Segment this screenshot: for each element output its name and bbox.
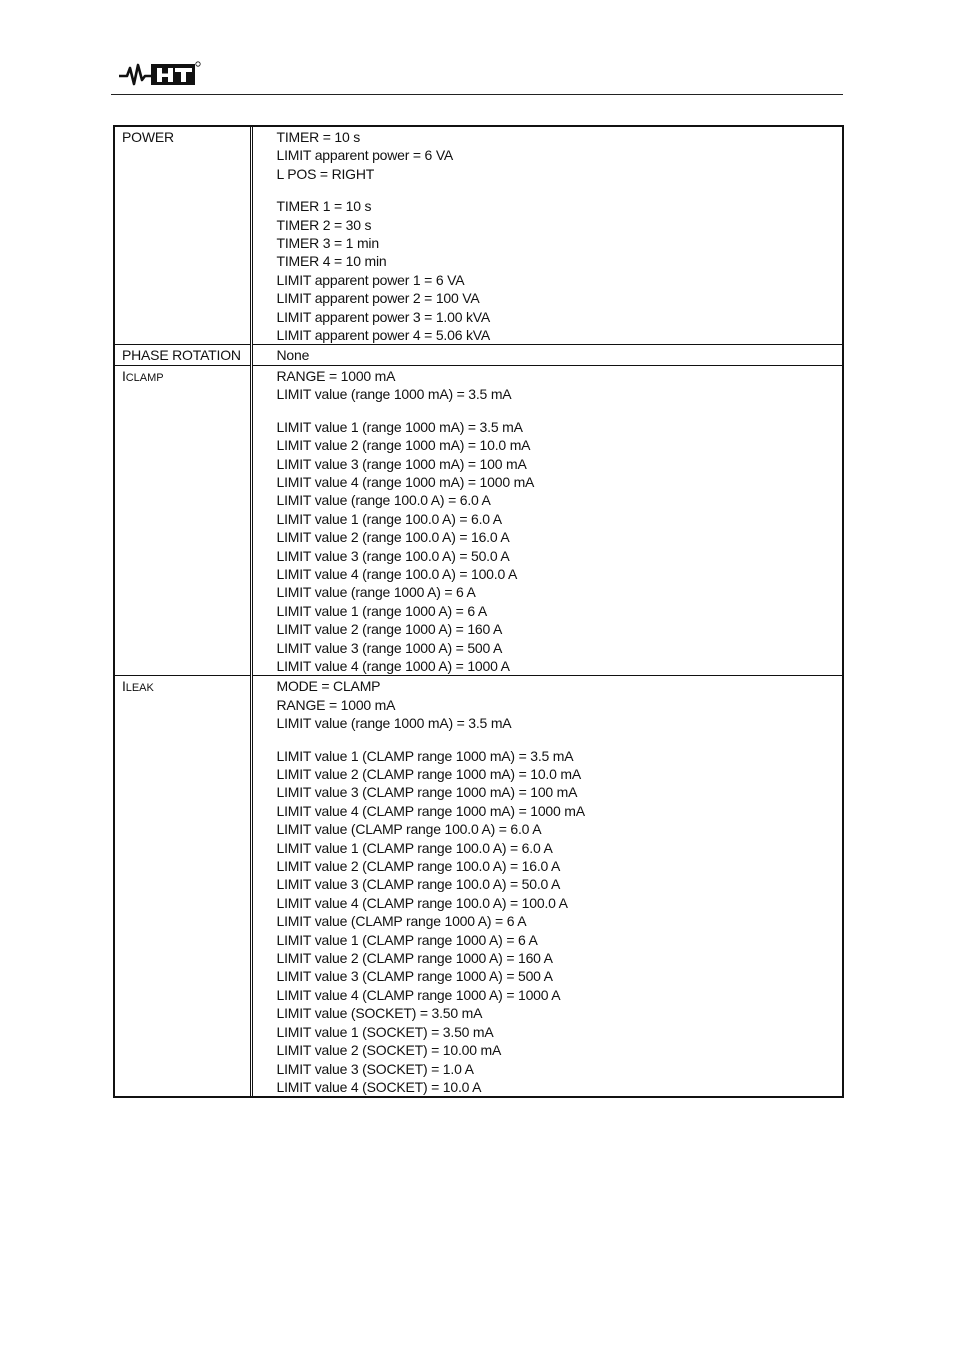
default-value-line: LIMIT value 1 (range 1000 mA) = 3.5 mA <box>276 418 523 435</box>
default-value-line: TIMER 3 = 1 min <box>276 235 379 252</box>
default-value-line: LIMIT apparent power 1 = 6 VA <box>276 271 465 288</box>
values-cell <box>251 127 842 345</box>
block-spacer <box>277 733 837 747</box>
default-value-line: None <box>276 347 310 364</box>
default-value-line: LIMIT apparent power = 6 VA <box>276 147 454 164</box>
default-value-line: LIMIT value 4 (CLAMP range 1000 mA) = 1000 mA <box>276 802 585 819</box>
default-value-line: L POS = RIGHT <box>276 165 375 182</box>
page-header <box>111 58 843 95</box>
default-value-line: LIMIT value 4 (CLAMP range 100.0 A) = 100.0 A <box>276 894 568 911</box>
defaults-table <box>113 125 844 1098</box>
default-value-line: LIMIT value 3 (CLAMP range 1000 mA) = 100 mA <box>276 784 578 801</box>
parameter-label: PHASE ROTATION <box>122 347 241 364</box>
table-row <box>115 676 842 1096</box>
default-value-line: LIMIT value 1 (SOCKET) = 3.50 mA <box>276 1023 494 1040</box>
default-value-line: LIMIT apparent power 4 = 5.06 kVA <box>276 327 491 344</box>
default-value-line: LIMIT value 3 (CLAMP range 1000 A) = 500 A <box>276 968 553 985</box>
block-spacer <box>277 183 837 197</box>
default-value-line: MODE = CLAMP <box>276 678 381 695</box>
default-value-line: LIMIT value 1 (range 1000 A) = 6 A <box>276 602 487 619</box>
parameter-label-initial: I <box>122 678 126 695</box>
default-value-line: LIMIT value 3 (CLAMP range 100.0 A) = 50.0 A <box>276 876 561 893</box>
table-row <box>115 345 842 365</box>
default-value-line: LIMIT value 4 (range 100.0 A) = 100.0 A <box>276 565 518 582</box>
default-value-line: LIMIT value 2 (CLAMP range 100.0 A) = 16.0 A <box>276 858 561 875</box>
default-value-line: LIMIT value 2 (range 100.0 A) = 16.0 A <box>276 529 510 546</box>
default-value-line: RANGE = 1000 mA <box>276 367 396 384</box>
default-value-line: LIMIT value 3 (range 1000 A) = 500 A <box>276 639 503 656</box>
default-value-line: LIMIT value (CLAMP range 1000 A) = 6 A <box>276 913 527 930</box>
default-value-line: LIMIT value (CLAMP range 100.0 A) = 6.0 A <box>276 821 542 838</box>
default-value-line: LIMIT value (range 1000 mA) = 3.5 mA <box>276 715 512 732</box>
default-value-line: LIMIT value (range 1000 mA) = 3.5 mA <box>276 386 512 403</box>
values-cell <box>251 365 842 676</box>
table-row <box>115 127 842 345</box>
default-value-line: LIMIT apparent power 2 = 100 VA <box>276 290 480 307</box>
default-value-line: LIMIT value (range 100.0 A) = 6.0 A <box>276 492 491 509</box>
default-value-line: LIMIT value 1 (range 100.0 A) = 6.0 A <box>276 510 502 527</box>
default-value-line: LIMIT value 2 (CLAMP range 1000 mA) = 10.0 mA <box>276 766 581 782</box>
values-cell <box>251 676 842 1096</box>
parameter-label-initial: I <box>122 367 126 384</box>
parameter-cell <box>115 676 251 1096</box>
parameter-cell <box>115 345 251 365</box>
default-value-line: LIMIT apparent power 3 = 1.00 kVA <box>276 308 491 325</box>
default-value-line: LIMIT value 4 (CLAMP range 1000 A) = 1000 A <box>276 986 561 1003</box>
parameter-label: POWER <box>122 129 174 145</box>
default-value-line: LIMIT value (SOCKET) = 3.50 mA <box>276 1005 483 1022</box>
ht-logo-icon <box>117 60 201 88</box>
default-value-line: LIMIT value 3 (range 100.0 A) = 50.0 A <box>276 547 510 564</box>
parameter-label-subscript: CLAMP <box>125 371 164 384</box>
default-value-line: TIMER 4 = 10 min <box>276 253 387 270</box>
default-value-line: LIMIT value 1 (CLAMP range 1000 A) = 6 A <box>276 931 538 948</box>
default-value-line: LIMIT value 1 (CLAMP range 100.0 A) = 6.0 A <box>276 839 553 856</box>
default-value-line: LIMIT value 2 (CLAMP range 1000 A) = 160 A <box>276 950 553 967</box>
default-value-line: TIMER 2 = 30 s <box>276 216 372 233</box>
default-value-line: LIMIT value 3 (SOCKET) = 1.0 A <box>276 1060 474 1077</box>
block-spacer <box>277 404 837 418</box>
parameter-cell <box>115 127 251 345</box>
table-row <box>115 365 842 676</box>
default-value-line: LIMIT value 3 (range 1000 mA) = 100 mA <box>276 455 527 472</box>
default-value-line: LIMIT value 2 (range 1000 A) = 160 A <box>276 621 503 638</box>
default-value-line: TIMER 1 = 10 s <box>276 198 372 215</box>
values-cell <box>251 345 842 365</box>
default-value-line: LIMIT value 2 (SOCKET) = 10.00 mA <box>276 1042 502 1059</box>
default-value-line: RANGE = 1000 mA <box>276 696 396 713</box>
default-value-line: TIMER = 10 s <box>276 129 361 145</box>
default-value-line: LIMIT value 4 (range 1000 A) = 1000 A <box>276 657 510 674</box>
parameter-cell <box>115 365 251 676</box>
default-value-line: LIMIT value 1 (CLAMP range 1000 mA) = 3.5 mA <box>276 747 574 764</box>
default-value-line: LIMIT value (range 1000 A) = 6 A <box>276 584 476 601</box>
default-value-line: LIMIT value 4 (range 1000 mA) = 1000 mA <box>276 473 535 490</box>
default-value-line: LIMIT value 4 (SOCKET) = 10.0 A <box>276 1078 482 1095</box>
parameter-label-subscript: LEAK <box>125 682 154 695</box>
default-value-line: LIMIT value 2 (range 1000 mA) = 10.0 mA <box>276 437 531 454</box>
